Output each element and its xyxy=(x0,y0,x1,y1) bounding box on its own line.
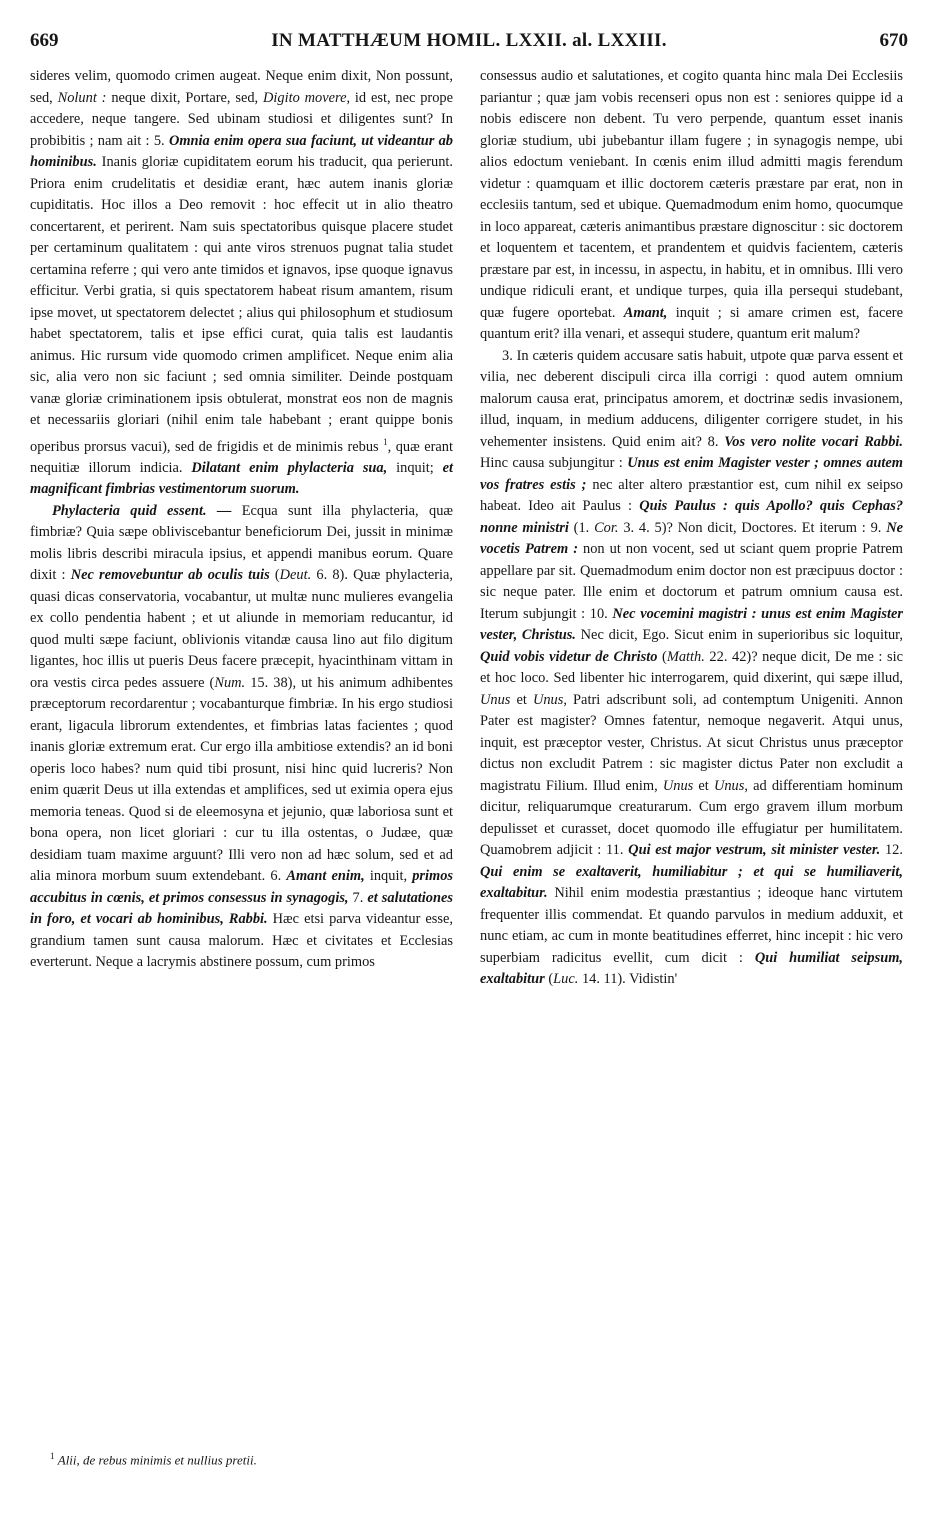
page-number-right: 670 xyxy=(879,30,908,51)
text-run: 14. 11). Vidistin' xyxy=(578,971,678,987)
emphasis-text: Nolunt : xyxy=(57,89,107,106)
left-column xyxy=(30,66,453,974)
footnote-reference: 1 xyxy=(383,436,388,447)
text-run: et xyxy=(510,691,533,708)
running-header xyxy=(30,30,908,60)
text-run: ( xyxy=(544,971,554,987)
emphasis-text: Digito movere xyxy=(263,89,347,106)
emphasis-text: Unus est enim Magister vester ; omnes autem vos fratres estis ; xyxy=(480,455,903,493)
emphasis-text: Unus xyxy=(532,691,564,708)
text-run: Hæc etsi parva videantur esse, grandium tamen sunt causa malorum. Hæc et civitates et Ecclesias everterunt. Neque a lacrymis abstinere possum, cum primos xyxy=(30,911,453,971)
text-run: Ecqua sunt illa phylacteria, quæ fimbriæ? Quia sæpe obliviscebantur beneficiorum Dei, jussit in minimæ molis libris describi miracula ipsius, et appendi manibus eorum. Quare dixit : xyxy=(30,502,453,584)
emphasis-text: Luc. xyxy=(553,971,579,987)
text-run: 6. 8). Quæ phylacteria, quasi dicas conservatoria, vocabantur, ut multæ nunc mulieres evangelia ex collo pendentia habent ; et ut aliunde in memoriam reducantur, id quod multi sæpe faciunt, oblivionis vitandæ causa lino aut filo digitum ligantes, hoc illis ut pueris Deus facere præcepit, hyacinthinam vittam in ora vestis circa pedes assuere ( xyxy=(30,567,453,691)
text-run: inquit; xyxy=(387,459,443,476)
footnote-marker: 1 xyxy=(50,1451,55,1461)
right-column xyxy=(480,66,903,991)
emphasis-text: Quis Paulus : quis Apollo? quis Cephas? nonne ministri xyxy=(480,498,904,536)
emphasis-text: Num. xyxy=(214,674,246,691)
section-heading: Phylacteria quid essent. — xyxy=(52,502,232,519)
text-run: Nec dicit, Ego. Sicut enim in superioribus sic loquitur, xyxy=(575,627,903,643)
text-run: neque dixit, Portare, sed, xyxy=(106,89,264,106)
text-run: et xyxy=(693,777,714,794)
emphasis-text: primos accubitus in cœnis, et primos consessus in synagogis, xyxy=(30,868,453,906)
text-run: 22. 42)? neque dicit, De me : sic et hoc loco. Sed libenter hic interrogarem, quid dixerint, qui sæpe illud, xyxy=(480,648,903,686)
emphasis-text: Unus xyxy=(662,777,694,794)
emphasis-text: Amant, xyxy=(623,304,668,321)
text-run: inquit ; si amare crimen est, facere quantum erit? illa venari, et assequi studere, quantum erit malum? xyxy=(480,304,903,342)
emphasis-text: Nec removebuntur ab oculis tuis xyxy=(70,567,270,584)
paragraph xyxy=(30,501,453,974)
text-run: Nihil enim modestia præstantius ; ideoque hanc virtutem frequenter illis commendat. Et quando parvulos in medium adduxit, et nunc etiam, ac cum in monte beatitudines efferret, hinc incepit : hic vero superbiam radicitus evellit, cum dicit : xyxy=(480,885,903,966)
page-number-left: 669 xyxy=(30,30,59,51)
text-run: 12. xyxy=(880,842,903,858)
text-run: non ut non vocent, sed ut sciant quem proprie Patrem appellare par sit. Quemadmodum enim doctor non est præcipuus doctor : sic neque pater. Ille enim et doctorum et patrum omnium causa est. Iterum subjungit : 10. xyxy=(480,541,903,622)
text-run: Hinc causa subjungitur : xyxy=(480,455,628,471)
text-run: 7. xyxy=(348,889,368,906)
paragraph xyxy=(30,66,453,501)
text-run: , id est, nec prope accedere, neque tangere. Sed ubinam studiosi et diligentes sunt? In probibitis ; nam ait : 5. xyxy=(30,89,453,149)
emphasis-text: Unus xyxy=(713,777,745,794)
text-run: 3. 4. 5)? Non dicit, Doctores. Et iterum : 9. xyxy=(618,519,887,536)
text-run: inquit, xyxy=(364,868,413,885)
text-run: 3. In cæteris quidem accusare satis habuit, utpote quæ parva essent et vilia, nec deberent discipuli circa illa corrigi : quod autem omnium malorum causa erat, principatus amorem, et doctrinæ sedis invasionem, illud, inquam, in medium adducens, diligenter corrigere studet, in his vehementer insistens. Quid enim ait? 8. xyxy=(480,347,903,450)
emphasis-text: Amant enim, xyxy=(286,868,365,885)
text-run: Inanis gloriæ cupiditatem eorum his traducit, qua perierunt. Priora enim crudelitatis et desidiæ erant, hæc autem inanis gloriæ cupiditatis. Hoc illos a Deo removit : hoc effecit ut in alio theatro concertarent, et perirent. Nam suis spectatoribus quisque placere studet per certaminum qualitatem : qui ante viros strenuos pugnat talia studet certamina referre ; qui vero ante timidos et ignavos, ipse quoque ignavus efficitur. Verbi gratia, si quis spectatorem habeat risum amantem, risum ipse movet, ut spectatorem delectet ; alius qui philosophum et studiosum habet spectatorem, talis et ipse effici curat, quia talis est laudantis animus. Hic rursum vide quomodo crimen amplificet. Neque enim alia sic, alia vero non sic faciunt ; sed omnia similiter. Deinde postquam vanæ gloriæ criminationem ipsis obtulerat, monstrat eos non de magnis et necessariis gloriari (nihil enim tale habebant ; erant quippe bonis operibus prorsus vacui), sed de frigidis et de minimis rebus xyxy=(30,154,453,455)
footnote xyxy=(30,1447,453,1469)
text-run: ( xyxy=(269,567,280,584)
emphasis-text: et magnificant fimbrias vestimentorum suorum. xyxy=(30,459,453,498)
emphasis-text: Unus xyxy=(480,691,511,708)
text-run: , quæ erant nequitiæ illorum indicia. xyxy=(30,438,453,476)
footnote-text: Alii, de rebus minimis et nullius pretii. xyxy=(57,1452,257,1468)
text-run: , ad differentiam hominum dicitur, reliquarumque creaturarum. Cum ergo gravem illum morbum depulisset et curasset, docet quomodo ille effugiatur per humilitatem. Quamobrem adjicit : 11. xyxy=(480,777,903,858)
emphasis-text: Qui enim se exaltaverit, humiliabitur ; et qui se humiliaverit, exaltabitur. xyxy=(480,863,903,901)
emphasis-text: Vos vero nolite vocari Rabbi. xyxy=(724,433,903,450)
emphasis-text: Omnia enim opera sua faciunt, ut videantur ab hominibus. xyxy=(30,132,453,170)
text-run: , Patri adscribunt soli, ad contemptum Unigeniti. Annon Pater est magister? Omnes fatentur, nemoque negaverit. Atqui unus, inquit, est præceptor vester, Christus. At sicut Christus unus præceptor dictus non excludit Patrem : sic magister dictus Pater non excludit a magistratu Filium. Illud enim, xyxy=(480,691,903,794)
text-run: nec alter altero præstantior est, cum nihil ex seipso habeat. Ideo ait Paulus : xyxy=(480,476,903,514)
text-run: consessus audio et salutationes, et cogito quanta hinc mala Dei Ecclesiis pariantur ; quæ jam vobis recenseri opus non est : seniores quippe id a nobis ediscere non debent. Tu vero perpende, quantum esset inanis gloriæ studium, ubi jubebantur illam fugere ; in synagogis nempe, ubi alios edoctum veniebant. In cœnis enim illud admitti magis ferendum videtur : quamquam et illic doctorem cæteris præstare par erat, non in ecclesiis tantum, sed et ubique. Quemadmodum enim homo, quocumque in loco appareat, cæteris animantibus præstare dignoscitur : sic doctorem et loquentem et tacentem, et prandentem et quidvis facientem, cæteris præstare par est, in incessu, in aspectu, in habitu, et in omnibus. Illi vero undique ridiculi erant, et undique turpes, quia illa persequi studebant, quæ fugere oportebat. xyxy=(480,68,903,321)
emphasis-text: Quid vobis videtur de Christo xyxy=(480,648,658,665)
text-run: (1. xyxy=(568,519,595,536)
emphasis-text: Qui humiliat seipsum, exaltabitur xyxy=(480,949,903,987)
running-title: IN MATTHÆUM HOMIL. LXXII. al. LXXIII. xyxy=(271,30,667,51)
emphasis-text: et salutationes in foro, et vocari ab hominibus, Rabbi. xyxy=(30,889,453,928)
paragraph xyxy=(480,66,903,346)
text-run: 15. 38), ut his animum adhibentes præceptorum recordarentur ; vocabanturque fimbriæ. In his ergo studiosi erant, ligacula librorum extendentes, et fimbrias latas facientes ; quod inanis gloriæ extremum erat. Cur ergo illa ambitiose extendis? an id boni operis loco habes? num quid tibi prosunt, nisi hinc quid lucreris? Non enim quærit Deus ut illa extendas et amplifices, sed ut eximia opera ejus memoria teneas. Quod si de eleemosyna et jejunio, quæ laboriosa sunt et bona opera, non licet gloriari : cur tu illa ostentas, o Judæe, quæ desidiam tuam maxime arguunt? Illi vero non ad hæc solum, sed et ad alia minora morbum suum extendebant. 6. xyxy=(30,674,453,885)
emphasis-text: Cor. xyxy=(594,519,619,536)
emphasis-text: Dilatant enim phylacteria sua, xyxy=(191,459,388,476)
paragraph xyxy=(480,346,903,991)
text-run: ( xyxy=(657,648,667,665)
emphasis-text: Deut. xyxy=(279,567,312,584)
emphasis-text: Qui est major vestrum, sit minister vester. xyxy=(628,842,881,858)
emphasis-text: Ne vocetis Patrem : xyxy=(480,519,904,557)
emphasis-text: Matth. xyxy=(666,648,705,665)
emphasis-text: Nec vocemini magistri : unus est enim Magister vester, Christus. xyxy=(480,605,903,643)
text-run: sideres velim, quomodo crimen augeat. Neque enim dixit, Non possunt, sed, xyxy=(30,68,453,106)
